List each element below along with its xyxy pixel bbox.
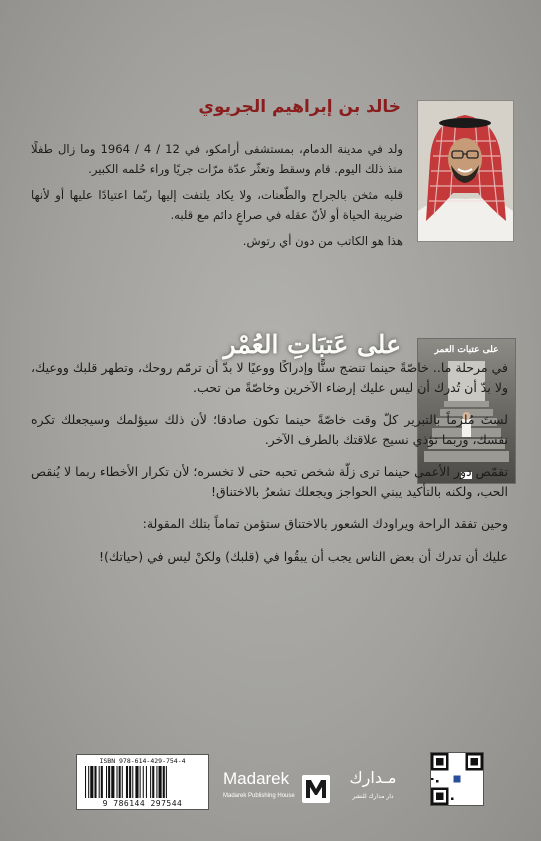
blurb-paragraph: لستَ مُلزماً بالتبرير كلّ وقت خاصّةً حينما تكون صادقا؛ لأن ذلك سيؤلمك وسيجعلك تكره نفسك، وربما تؤذي نسيج علاقتك بالطرف الآخر. xyxy=(31,412,508,447)
book-title: على عَتبَاتِ العُمْر xyxy=(223,330,401,359)
author-name: خالد بن إبراهيم الجريوي xyxy=(198,97,401,117)
publisher-name-latin: Madarek xyxy=(223,769,290,788)
isbn-label: ISBN 978-614-429-754-4 xyxy=(99,757,186,765)
author-bio xyxy=(31,140,403,259)
back-cover-blurb xyxy=(31,358,508,579)
bio-paragraph: هذا هو الكاتب من دون أي رتوش. xyxy=(242,234,403,248)
cover-thumbnail-title: على عتبات العمر xyxy=(434,345,499,355)
qr-code-icon xyxy=(430,752,484,806)
blurb-paragraph: في مرحلة ما.. خاصّةً حينما تنضج سنًّا وإدراكًا ووعيًا لا بدّ أن ترمّم روحك، وتطهر قلبك ووعيك، ولا بدّ أن تُدرك أن ليس عليك إرضاء الآخرين وخاصّةً من تحب. xyxy=(31,360,508,395)
bio-paragraph: ولد في مدينة الدمام، بمستشفى أرامكو، في 12 / 4 / 1964 وما زال طفلًا منذ ذلك اليوم. قام وسقط وتعثّر عدّة مرّات جريًا وراء حُلمه الكبير. xyxy=(31,142,404,176)
publisher-name-arabic: مـدارك xyxy=(349,768,397,787)
author-photo xyxy=(417,100,514,242)
publisher-subtitle-latin: Madarek Publishing House xyxy=(223,793,295,799)
isbn-barcode xyxy=(76,754,209,810)
bio-paragraph: قلبه مثخن بالجراح والطّعنات، ولا يكاد يلتفت إليها ربّما اعتيادًا عليها أو لأنها ضريبة الحياة أو لأنّ عقله في صراعٍ دائم مع قلبه. xyxy=(31,188,403,222)
publisher-subtitle-arabic: دار مدارك للنشر xyxy=(352,793,394,800)
blurb-paragraph: وحين تفقد الراحة ويراودك الشعور بالاختناق ستؤمن تماماً بتلك المقولة: xyxy=(142,516,508,531)
barcode-digits: 9 786144 297544 xyxy=(102,799,183,808)
madarek-m-logo-icon xyxy=(302,775,330,803)
blurb-paragraph: تقمّص دور الأعمى حينما ترى زلّة شخص تحبه حتى لا تخسره؛ لأن تكرار الأخطاء ربما لا يُنقص الحب، ولكنه بالتأكيد يبني الحواجز ويجعلك تشعرُ بالاختناق! xyxy=(31,464,508,499)
blurb-paragraph: عليك أن تدرك أن بعض الناس يجب أن يبقُوا في (قلبك) ولكنْ ليس في (حياتك)! xyxy=(99,548,508,564)
barcode-bars xyxy=(85,766,200,798)
